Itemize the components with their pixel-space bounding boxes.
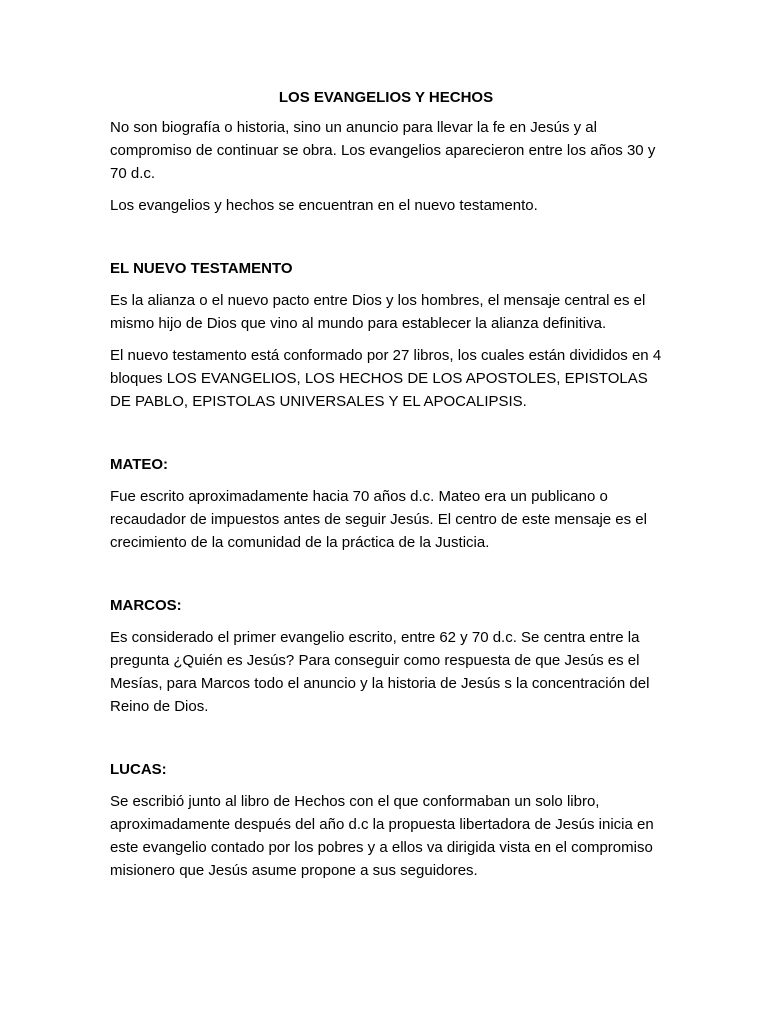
section-paragraph: Se escribió junto al libro de Hechos con el que conformaban un solo libro, aproximadamente después del año d.c la propuesta libertadora de Jesús inicia en este evangelio contado por los pobres y a ellos va dirigida vista en el compromiso misionero que Jesús asume propone a sus seguidores. [110, 793, 654, 879]
section-paragraph: Fue escrito aproximadamente hacia 70 años d.c. Mateo era un publicano o recaudador de impuestos antes de seguir Jesús. El centro de este mensaje es el crecimiento de la comunidad de la práctica de la Justicia. [110, 488, 647, 551]
section-paragraph: Es la alianza o el nuevo pacto entre Dios y los hombres, el mensaje central es el mismo hijo de Dios que vino al mundo para establecer la alianza definitiva. [110, 292, 646, 332]
section-heading-nuevo-testamento: EL NUEVO TESTAMENTO [110, 260, 293, 277]
section-heading-marcos: MARCOS: [110, 597, 182, 614]
section-spacer [110, 727, 662, 760]
intro-paragraph: No son biografía o historia, sino un anuncio para llevar la fe en Jesús y al compromiso de continuar se obra. Los evangelios aparecieron entre los años 30 y 70 d.c. [110, 119, 656, 182]
section-spacer [110, 422, 662, 455]
section-paragraph: Es considerado el primer evangelio escrito, entre 62 y 70 d.c. Se centra entre la pregunta ¿Quién es Jesús? Para conseguir como respuesta de que Jesús es el Mesías, para Marcos todo el anuncio y la historia de Jesús s la concentración del Reino de Dios. [110, 629, 650, 715]
section-spacer [110, 563, 662, 596]
document-title: LOS EVANGELIOS Y HECHOS [278, 89, 494, 106]
document-page [110, 88, 662, 891]
section-paragraph: El nuevo testamento está conformado por 27 libros, los cuales están divididos en 4 bloques LOS EVANGELIOS, LOS HECHOS DE LOS APOSTOLES, EPISTOLAS DE PABLO, EPISTOLAS UNIVERSALES Y EL APOCALIPSIS. [110, 347, 662, 410]
section-heading-mateo: MATEO: [110, 456, 169, 473]
section-heading-lucas: LUCAS: [110, 761, 167, 778]
section-spacer [110, 226, 662, 259]
intro-paragraph: Los evangelios y hechos se encuentran en el nuevo testamento. [110, 197, 538, 214]
